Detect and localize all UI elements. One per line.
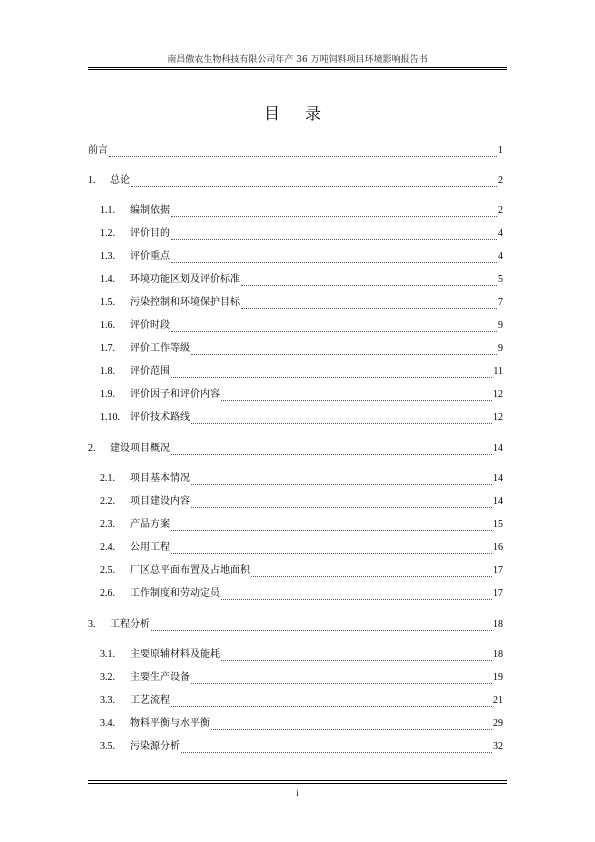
toc-entry[interactable] [88, 226, 503, 240]
header-rule [88, 67, 507, 68]
footer-rule [88, 780, 507, 781]
toc-entry-label: 前言 [88, 145, 108, 156]
toc-entry-number: 3.5. [100, 741, 115, 752]
toc-entry-page: 15 [493, 519, 503, 530]
toc-leader-dots [251, 566, 492, 577]
toc-entry-page: 18 [493, 619, 503, 630]
toc-entry-label: 评价工作等级 [130, 343, 190, 354]
toc-entry-label: 评价技术路线 [130, 412, 190, 423]
toc-leader-dots [221, 390, 492, 401]
toc-entry[interactable] [88, 387, 503, 401]
toc-entry-number: 1.4. [100, 274, 115, 285]
toc-leader-dots [241, 275, 497, 286]
toc-entry-number: 1.5. [100, 297, 115, 308]
toc-entry-page: 9 [498, 320, 503, 331]
toc-entry-number: 2.2. [100, 496, 115, 507]
page-header: 南昌傲农生物科技有限公司年产 36 万吨饲料项目环境影响报告书 [167, 55, 428, 65]
toc-entry-page: 14 [493, 443, 503, 454]
toc-entry-label: 评价时段 [130, 320, 170, 331]
toc-leader-dots [171, 229, 497, 240]
header-rule-thin [88, 69, 507, 70]
toc-leader-dots [171, 543, 492, 554]
toc-entry-label: 公用工程 [130, 542, 170, 553]
toc-entry[interactable] [88, 173, 503, 187]
toc-entry[interactable] [88, 540, 503, 554]
toc-entry-page: 2 [498, 175, 503, 186]
toc-entry-number: 1. [88, 175, 96, 186]
toc-leader-dots [221, 650, 492, 661]
toc-leader-dots [191, 673, 492, 684]
toc-entry-number: 2.5. [100, 565, 115, 576]
toc-leader-dots [151, 620, 492, 631]
toc-entry-number: 3.1. [100, 649, 115, 660]
toc-entry[interactable] [88, 563, 503, 577]
toc-entry-label: 评价目的 [130, 228, 170, 239]
toc-entry[interactable] [88, 739, 503, 753]
toc-entry[interactable] [88, 517, 503, 531]
toc-entry-page: 18 [493, 649, 503, 660]
toc-entry-page: 17 [493, 565, 503, 576]
toc-entry-page: 2 [498, 205, 503, 216]
toc-entry[interactable] [88, 249, 503, 263]
toc-entry[interactable] [88, 647, 503, 661]
toc-entry-page: 4 [498, 251, 503, 262]
toc-entry-page: 29 [493, 718, 503, 729]
toc-entry-label: 评价范围 [130, 366, 170, 377]
toc-leader-dots [181, 742, 492, 753]
toc-entry-number: 2.6. [100, 588, 115, 599]
toc-entry[interactable] [88, 494, 503, 508]
toc-entry-label: 评价因子和评价内容 [130, 389, 220, 400]
toc-leader-dots [191, 413, 492, 424]
toc-entry-number: 2. [88, 443, 96, 454]
toc-entry-page: 9 [498, 343, 503, 354]
toc-entry-number: 3. [88, 619, 96, 630]
toc-entry-number: 1.8. [100, 366, 115, 377]
toc-title: 目 录 [263, 104, 332, 123]
toc-entry-number: 1.3. [100, 251, 115, 262]
toc-leader-dots [171, 696, 492, 707]
toc-entry-label: 工艺流程 [130, 695, 170, 706]
toc-leader-dots [211, 719, 492, 730]
toc-entry-label: 工作制度和劳动定员 [130, 588, 220, 599]
toc-leader-dots [171, 520, 492, 531]
toc-entry-page: 7 [498, 297, 503, 308]
toc-entry-number: 2.4. [100, 542, 115, 553]
toc-entry-label: 评价重点 [130, 251, 170, 262]
toc-leader-dots [221, 589, 492, 600]
toc-entry-page: 5 [498, 274, 503, 285]
toc-leader-dots [171, 444, 492, 455]
toc-entry-label: 项目基本情况 [130, 473, 190, 484]
toc-entry[interactable] [88, 318, 503, 332]
toc-leader-dots [191, 497, 492, 508]
toc-entry[interactable] [88, 143, 503, 157]
toc-entry-label: 总论 [110, 175, 130, 186]
toc-entry[interactable] [88, 617, 503, 631]
toc-entry-number: 3.4. [100, 718, 115, 729]
toc-entry[interactable] [88, 364, 503, 378]
toc-leader-dots [171, 321, 497, 332]
toc-entry-number: 1.2. [100, 228, 115, 239]
toc-entry-label: 产品方案 [130, 519, 170, 530]
toc-entry-label: 主要原辅材料及能耗 [130, 649, 220, 660]
toc-entry-number: 3.3. [100, 695, 115, 706]
toc-entry-page: 16 [493, 542, 503, 553]
toc-entry[interactable] [88, 693, 503, 707]
toc-entry-label: 编制依据 [130, 205, 170, 216]
toc-entry-number: 3.2. [100, 672, 115, 683]
toc-entry[interactable] [88, 295, 503, 309]
toc-entry[interactable] [88, 341, 503, 355]
toc-entry-page: 21 [493, 695, 503, 706]
page-number: i [296, 788, 299, 798]
toc-entry-page: 32 [493, 741, 503, 752]
toc-entry[interactable] [88, 410, 503, 424]
toc-entry-number: 2.1. [100, 473, 115, 484]
toc-entry[interactable] [88, 716, 503, 730]
toc-entry-label: 物料平衡与水平衡 [130, 718, 210, 729]
toc-entry[interactable] [88, 471, 503, 485]
toc-entry-label: 污染源分析 [130, 741, 180, 752]
toc-entry-number: 2.3. [100, 519, 115, 530]
toc-entry[interactable] [88, 441, 503, 455]
toc-entry-number: 1.9. [100, 389, 115, 400]
toc-entry-label: 污染控制和环境保护目标 [130, 297, 240, 308]
toc-entry-label: 环境功能区划及评价标准 [130, 274, 240, 285]
toc-entry[interactable] [88, 203, 503, 217]
toc-entry-number: 1.7. [100, 343, 115, 354]
toc-entry-page: 14 [493, 473, 503, 484]
toc-entry-page: 11 [493, 366, 503, 377]
toc-entry-label: 主要生产设备 [130, 672, 190, 683]
toc-leader-dots [109, 146, 497, 157]
toc-entry-page: 1 [498, 145, 503, 156]
toc-leader-dots [191, 474, 492, 485]
toc-entry-label: 厂区总平面布置及占地面积 [130, 565, 250, 576]
toc-entry[interactable] [88, 670, 503, 684]
toc-leader-dots [131, 176, 497, 187]
toc-entry-number: 1.6. [100, 320, 115, 331]
toc-entry-page: 19 [493, 672, 503, 683]
toc-entry[interactable] [88, 272, 503, 286]
toc-leader-dots [191, 344, 497, 355]
toc-leader-dots [241, 298, 497, 309]
toc-leader-dots [171, 252, 497, 263]
toc-entry-number: 1.10. [100, 412, 120, 423]
toc-leader-dots [171, 206, 497, 217]
toc-entry-label: 工程分析 [110, 619, 150, 630]
toc-entry-page: 4 [498, 228, 503, 239]
footer-rule-thin [88, 783, 507, 784]
toc-entry-page: 12 [493, 389, 503, 400]
toc-entry-number: 1.1. [100, 205, 115, 216]
toc-entry-page: 17 [493, 588, 503, 599]
toc-leader-dots [171, 367, 492, 378]
toc-entry-page: 12 [493, 412, 503, 423]
toc-entry[interactable] [88, 586, 503, 600]
toc-entry-label: 项目建设内容 [130, 496, 190, 507]
toc-entry-label: 建设项目概况 [110, 443, 170, 454]
toc-entry-page: 14 [493, 496, 503, 507]
